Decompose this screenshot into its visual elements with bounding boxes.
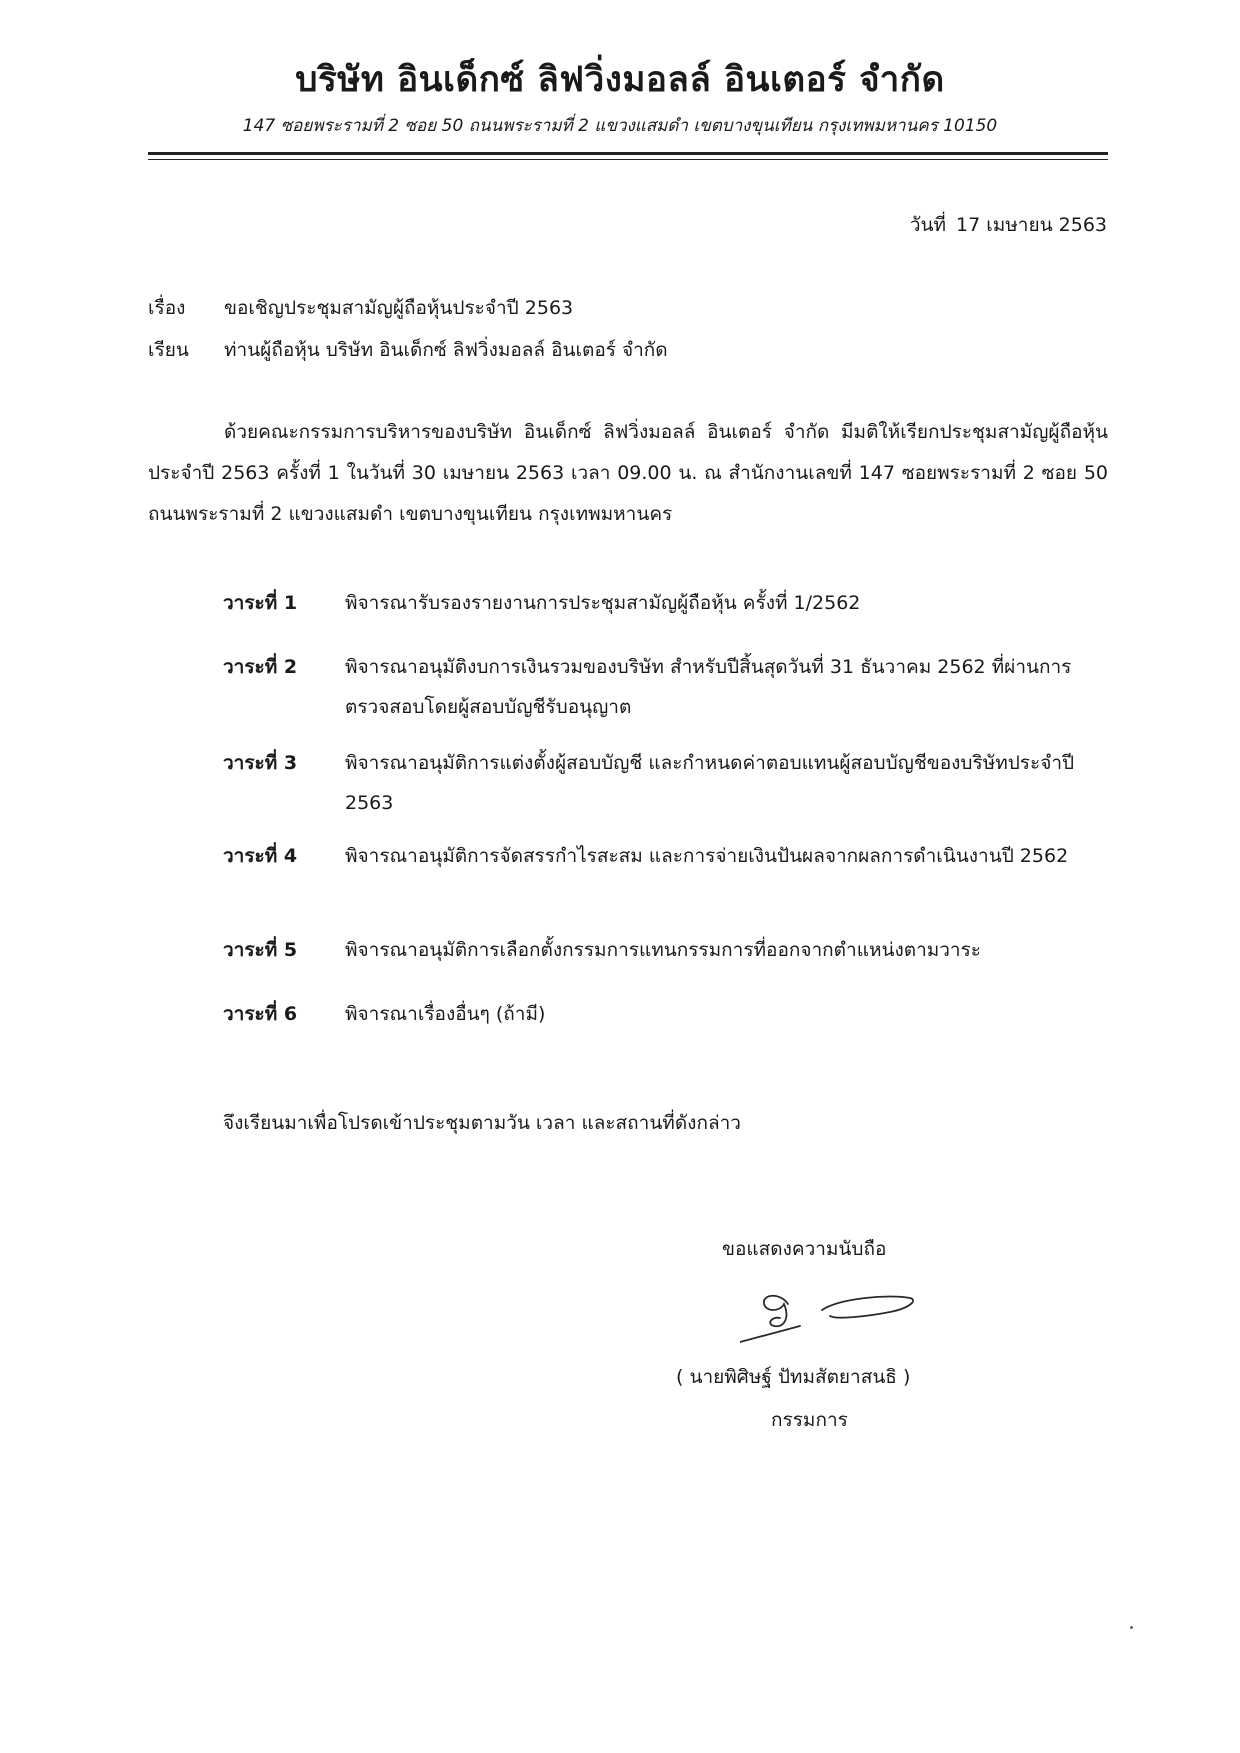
scan-speck	[1130, 1626, 1133, 1629]
recipient-label: เรียน	[148, 339, 189, 361]
signer-name: ( นายพิศิษฐ์ ปัทมสัตยาสนธิ )	[676, 1366, 911, 1388]
company-name: บริษัท อินเด็กซ์ ลิฟวิ่งมอลล์ อินเตอร์ จำกัด	[295, 60, 945, 100]
recipient-line	[148, 335, 668, 365]
subject-line	[148, 293, 573, 323]
agenda-number: วาระที่ 4	[223, 845, 298, 867]
date-label: วันที่	[909, 214, 947, 236]
letterhead-rule-thick	[148, 152, 1108, 155]
agenda-text: พิจารณารับรองรายงานการประชุมสามัญผู้ถือหุ้น ครั้งที่ 1/2562	[345, 592, 861, 614]
agenda-text: พิจารณาอนุมัติงบการเงินรวมของบริษัท สำหรับปีสิ้นสุดวันที่ 31 ธันวาคม 2562 ที่ผ่านการตรวจสอบโดยผู้สอบบัญชีรับอนุญาต	[345, 656, 1072, 718]
agenda-text: พิจารณาอนุมัติการแต่งตั้งผู้สอบบัญชี และกำหนดค่าตอบแทนผู้สอบบัญชีของบริษัทประจำปี 2563	[345, 752, 1075, 814]
agenda-number: วาระที่ 2	[223, 656, 298, 678]
handwritten-signature	[740, 1282, 930, 1352]
agenda-text: พิจารณาเรื่องอื่นๆ (ถ้ามี)	[345, 1003, 546, 1025]
body-paragraph: ด้วยคณะกรรมการบริหารของบริษัท อินเด็กซ์ ลิฟวิ่งมอลล์ อินเตอร์ จำกัด มีมติให้เรียกประชุมสามัญผู้ถือหุ้นประจำปี 2563 ครั้งที่ 1 ในวันที่ 30 เมษายน 2563 เวลา 09.00 น. ณ สำนักงานเลขที่ 147 ซอยพระรามที่ 2 ซอย 50 ถนนพระรามที่ 2 แขวงแสมดำ เขตบางขุนเทียน กรุงเทพมหานคร	[148, 421, 1108, 525]
agenda-number: วาระที่ 1	[223, 592, 298, 614]
signer-title: กรรมการ	[771, 1409, 848, 1431]
company-address: 147 ซอยพระรามที่ 2 ซอย 50 ถนนพระรามที่ 2 แขวงแสมดำ เขตบางขุนเทียน กรุงเทพมหานคร 10150	[242, 116, 998, 136]
regards-line: ขอแสดงความนับถือ	[722, 1238, 887, 1260]
agenda-number: วาระที่ 6	[223, 1003, 298, 1025]
letterhead-rule-thin	[148, 159, 1108, 160]
subject-text: ขอเชิญประชุมสามัญผู้ถือหุ้นประจำปี 2563	[224, 297, 574, 319]
recipient-text: ท่านผู้ถือหุ้น บริษัท อินเด็กซ์ ลิฟวิ่งมอลล์ อินเตอร์ จำกัด	[224, 339, 668, 361]
date-value: 17 เมษายน 2563	[956, 214, 1107, 236]
subject-label: เรื่อง	[148, 297, 186, 319]
agenda-text: พิจารณาอนุมัติการจัดสรรกำไรสะสม และการจ่ายเงินปันผลจากผลการดำเนินงานปี 2562	[345, 845, 1069, 867]
agenda-number: วาระที่ 5	[223, 939, 298, 961]
agenda-number: วาระที่ 3	[223, 752, 298, 774]
agenda-text: พิจารณาอนุมัติการเลือกตั้งกรรมการแทนกรรมการที่ออกจากตำแหน่งตามวาระ	[345, 939, 982, 961]
closing-line: จึงเรียนมาเพื่อโปรดเข้าประชุมตามวัน เวลา และสถานที่ดังกล่าว	[223, 1112, 741, 1134]
date-line	[910, 210, 1107, 240]
